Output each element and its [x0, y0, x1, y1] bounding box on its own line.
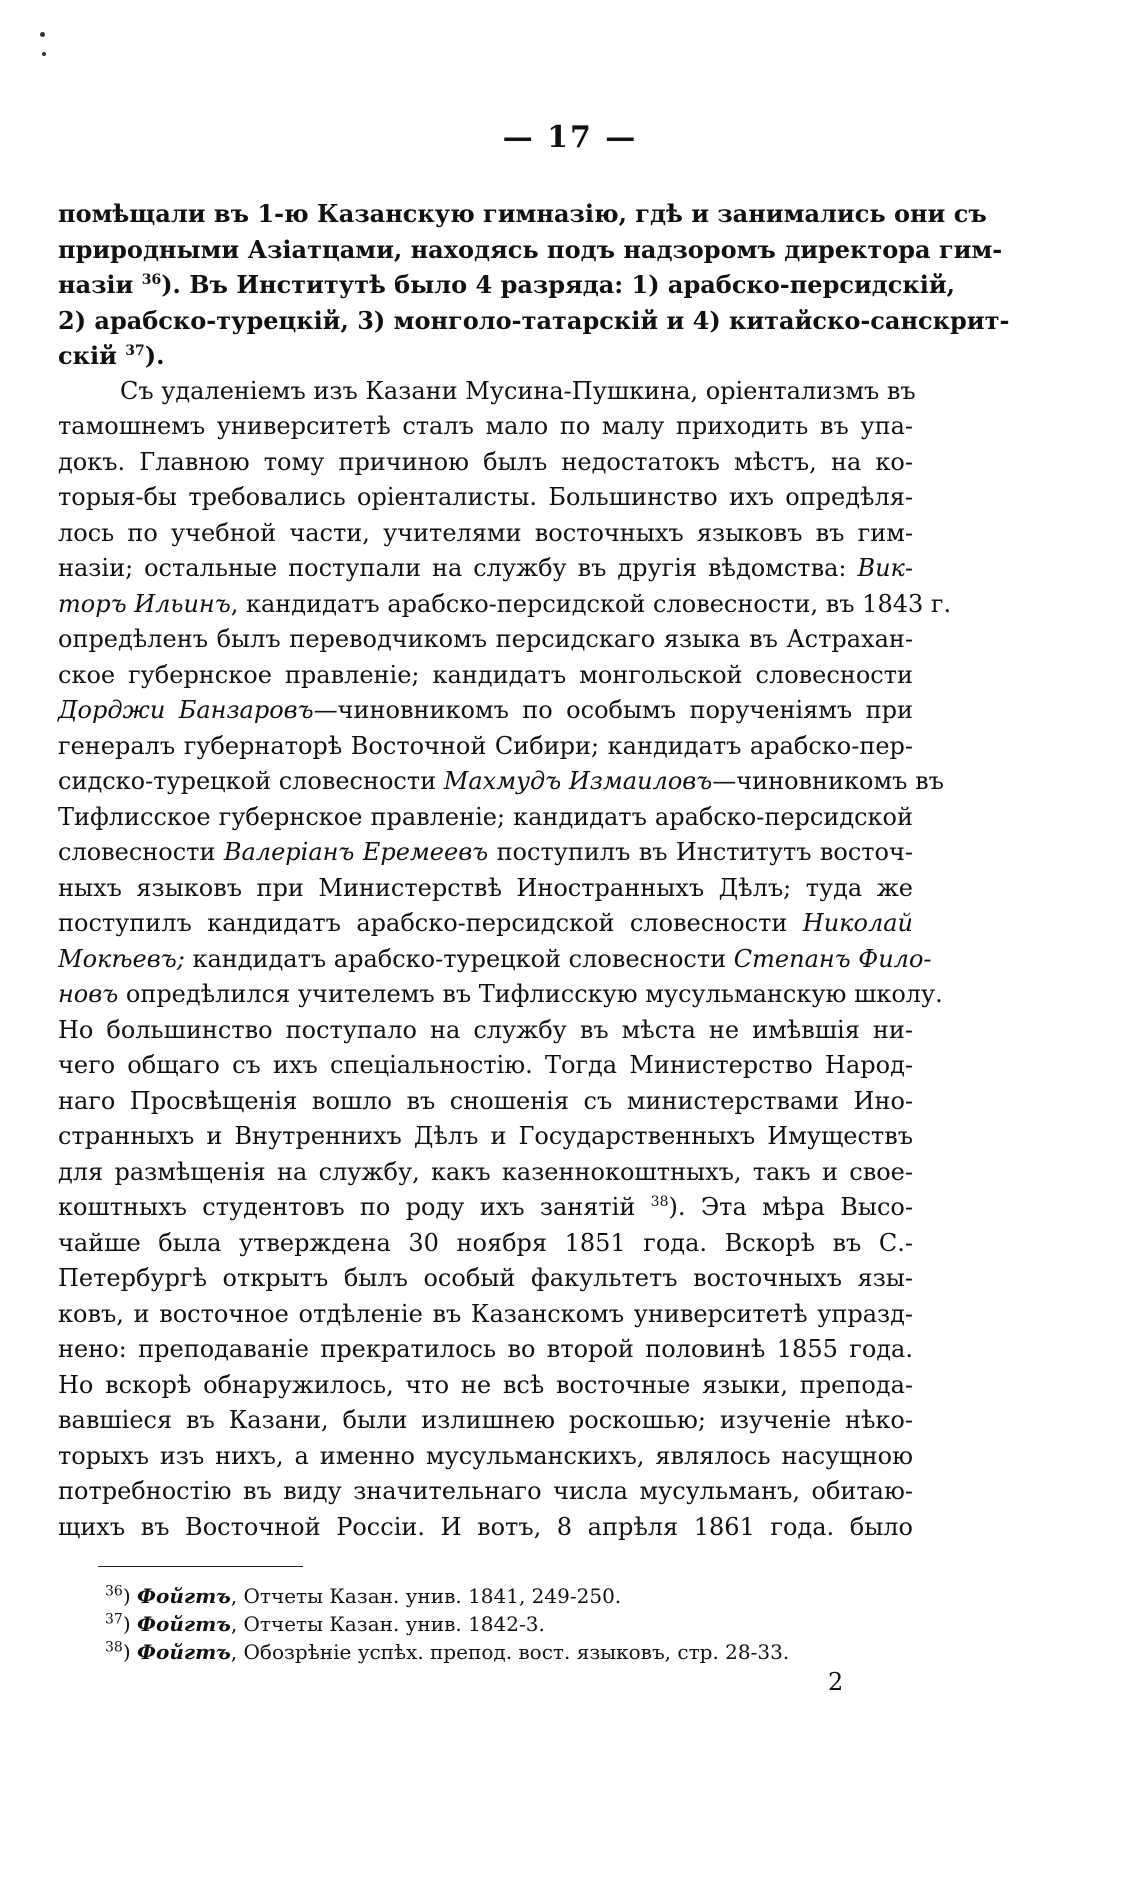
footnote-37: $^{37}$) Фойгтъ, Отчеты Казан. унив. 1842-3.: [105, 1611, 545, 1636]
person-name: новъ: [58, 980, 119, 1008]
text-line: Но большинство поступало на службу въ мѣста не имѣвшія ни-: [58, 1015, 913, 1044]
text-line: помѣщали въ 1-ю Казанскую гимназію, гдѣ и занимались они съ: [58, 199, 987, 228]
text-line: торъ Ильинъ, кандидатъ арабско-персидской словесности, въ 1843 г.: [58, 589, 952, 618]
print-speck: [42, 52, 46, 56]
text-line: Съ удаленіемъ изъ Казани Мусина-Пушкина, оріентализмъ въ: [120, 376, 916, 405]
person-name: торъ Ильинъ: [58, 589, 231, 618]
text-line: щихъ въ Восточной Россіи. И вотъ, 8 апрѣля 1861 года. было: [58, 1512, 913, 1541]
text-line: докъ. Главною тому причиною былъ недостатокъ мѣстъ, на ко-: [58, 447, 913, 476]
person-name: Вик-: [857, 554, 913, 582]
text-line: странныхъ и Внутреннихъ Дѣлъ и Государственныхъ Имуществъ: [58, 1122, 913, 1150]
text-line: опредѣленъ былъ переводчикомъ персидскаго языка въ Астрахан-: [58, 625, 913, 653]
text-line: торыхъ изъ нихъ, а именно мусульманскихъ, являлось насущною: [58, 1441, 913, 1470]
text-line: новъ опредѣлился учителемъ въ Тифлисскую мусульманскую школу.: [58, 980, 943, 1008]
text-line: лось по учебной части, учителями восточныхъ языковъ въ гим-: [58, 518, 913, 547]
text-line: назіи $^{36}$). Въ Институтѣ было 4 разряда: 1) арабско-персидскій,: [58, 270, 955, 299]
text-line: словесности Валеріанъ Еремеевъ поступилъ въ Институтъ восточ-: [58, 838, 913, 866]
paragraph-1: [58, 196, 1010, 374]
text-line: 2) арабско-турецкій, 3) монголо-татарскій и 4) китайско-санскрит-: [58, 305, 1010, 335]
text-line: Мокѣевъ; кандидатъ арабско-турецкой словесности Степанъ Фило-: [58, 944, 932, 973]
footnotes: [105, 1582, 925, 1666]
footnote-ref[interactable]: 38: [650, 1194, 669, 1210]
person-name: Дорджи Банзаровъ: [58, 696, 314, 724]
person-name: Махмудъ Измаиловъ: [443, 767, 713, 795]
text-line: чайше была утверждена 30 ноября 1851 года. Вскорѣ въ С.-: [58, 1228, 913, 1257]
text-line: генералъ губернаторѣ Восточной Сибири; кандидатъ арабско-пер-: [58, 731, 913, 760]
text-line: Тифлисское губернское правленіе; кандидатъ арабско-персидской: [58, 802, 913, 831]
text-line: нено: преподаваніе прекратилось во второй половинѣ 1855 года.: [58, 1335, 913, 1363]
footnote-ref[interactable]: 37: [125, 343, 145, 359]
text-line: ское губернское правленіе; кандидатъ монгольской словесности: [58, 660, 913, 689]
text-line: для размѣщенія на службу, какъ казеннокоштныхъ, такъ и свое-: [58, 1157, 913, 1186]
text-line: потребностію въ виду значительнаго числа мусульманъ, обитаю-: [58, 1477, 913, 1505]
text-line: поступилъ кандидатъ арабско-персидской словесности Николай: [58, 909, 913, 937]
body-text: [58, 196, 1010, 1545]
text-line: чего общаго съ ихъ спеціальностію. Тогда Министерство Народ-: [58, 1051, 913, 1079]
text-line: наго Просвѣщенія вошло въ сношенія съ министерствами Ино-: [58, 1086, 913, 1115]
text-line: тамошнемъ университетѣ сталъ мало по малу приходить въ упа-: [58, 412, 913, 440]
text-line: Дорджи Банзаровъ—чиновникомъ по особымъ порученіямъ при: [58, 696, 913, 724]
page-number: — 17 —: [502, 120, 638, 155]
footnote-divider: [98, 1566, 303, 1567]
paragraph-2: [58, 374, 952, 1546]
person-name: Мокѣевъ;: [58, 944, 185, 973]
person-name: Валеріанъ Еремеевъ: [223, 838, 489, 866]
text-line: скій $^{37}$).: [58, 341, 165, 370]
text-line: сидско-турецкой словесности Махмудъ Измаиловъ—чиновникомъ въ: [58, 767, 944, 795]
text-line: природными Азіатцами, находясь подъ надзоромъ директора гим-: [58, 234, 1003, 264]
text-line: коштныхъ студентовъ по роду ихъ занятій $^{38}$). Эта мѣра Высо-: [58, 1193, 913, 1221]
footnote-ref[interactable]: 36: [141, 272, 162, 288]
text-line: вавшіеся въ Казани, были излишнею роскошью; изученіе нѣко-: [58, 1406, 913, 1434]
person-name: Николай: [802, 909, 913, 937]
text-line: ныхъ языковъ при Министерствѣ Иностранныхъ Дѣлъ; туда же: [58, 873, 913, 902]
person-name: Степанъ Фило-: [733, 944, 932, 973]
print-speck: [40, 32, 45, 37]
text-line: ковъ, и восточное отдѣленіе въ Казанскомъ университетѣ упразд-: [58, 1299, 913, 1328]
footnote-36: $^{36}$) Фойгтъ, Отчеты Казан. унив. 1841, 249-250.: [105, 1583, 622, 1608]
text-line: Но вскорѣ обнаружилось, что не всѣ восточные языки, препода-: [58, 1370, 913, 1399]
text-line: Петербургѣ открытъ былъ особый факультетъ восточныхъ язы-: [58, 1264, 913, 1292]
footnote-38: $^{38}$) Фойгтъ, Обозрѣніе успѣх. препод. вост. языковъ, стр. 28-33.: [105, 1639, 790, 1664]
signature-mark: 2: [828, 1668, 844, 1696]
text-line: торыя-бы требовались оріенталисты. Большинство ихъ опредѣля-: [58, 483, 913, 511]
text-line: назіи; остальные поступали на службу въ другія вѣдомства: Вик-: [58, 554, 913, 582]
